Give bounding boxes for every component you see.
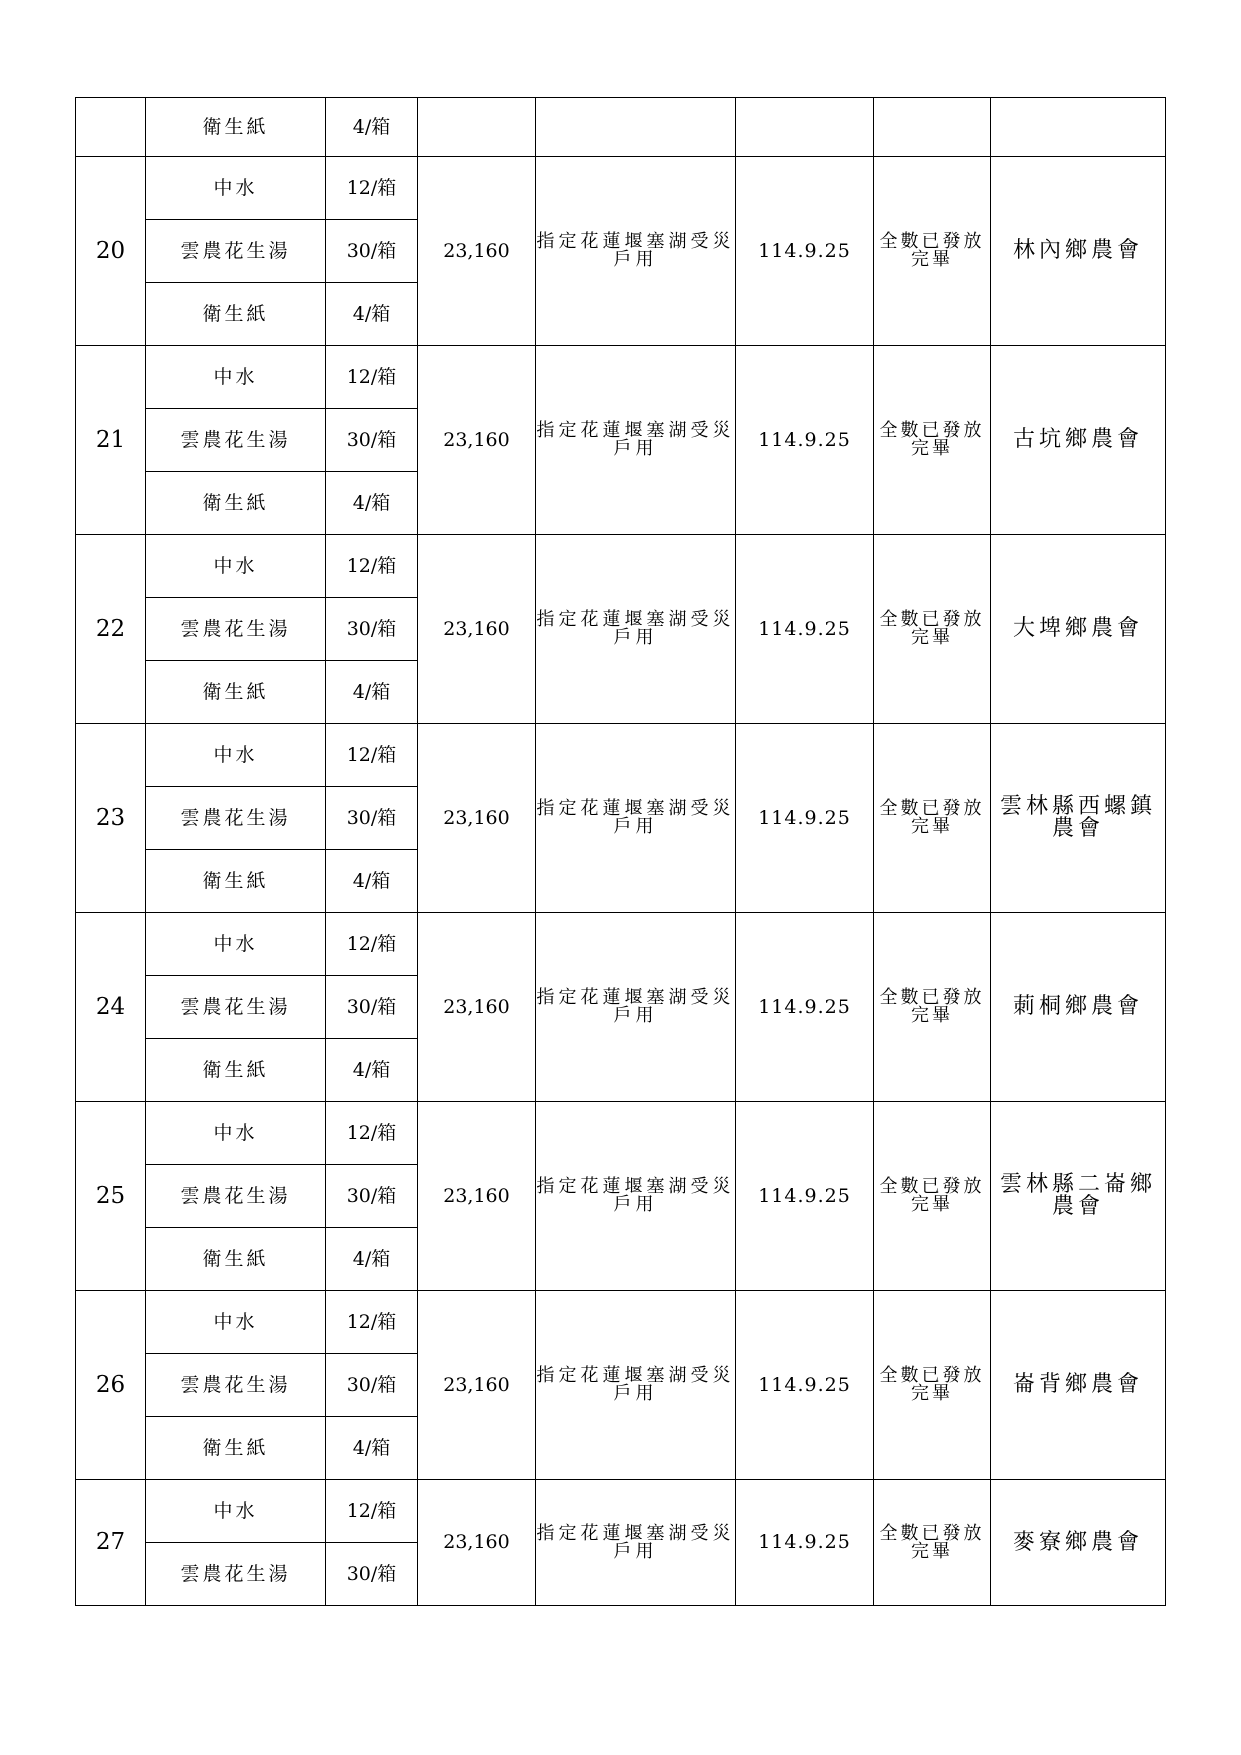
recipient-cell [991, 98, 1166, 157]
purpose-cell: 指定花蓮堰塞湖受災戶用 [536, 1480, 736, 1606]
row-number-cell: 21 [76, 346, 146, 535]
item-name-cell: 中水 [146, 1291, 326, 1354]
amount-cell: 23,160 [418, 913, 536, 1102]
date-cell [736, 98, 874, 157]
status-cell: 全數已發放完畢 [874, 535, 991, 724]
item-name-cell: 中水 [146, 346, 326, 409]
status-cell: 全數已發放完畢 [874, 1480, 991, 1606]
date-cell: 114.9.25 [736, 346, 874, 535]
recipient-cell: 林內鄉農會 [991, 157, 1166, 346]
table-body [76, 98, 1166, 1606]
date-cell: 114.9.25 [736, 535, 874, 724]
recipient-cell: 古坑鄉農會 [991, 346, 1166, 535]
row-number-cell: 25 [76, 1102, 146, 1291]
item-name-cell: 中水 [146, 724, 326, 787]
amount-cell: 23,160 [418, 1480, 536, 1606]
donation-table [75, 97, 1166, 1606]
row-number-cell: 26 [76, 1291, 146, 1480]
item-name-cell: 雲農花生湯 [146, 1543, 326, 1606]
item-name-cell: 衛生紙 [146, 1039, 326, 1102]
item-qty-cell: 4/箱 [326, 472, 418, 535]
purpose-cell: 指定花蓮堰塞湖受災戶用 [536, 913, 736, 1102]
row-number-cell: 23 [76, 724, 146, 913]
date-cell: 114.9.25 [736, 157, 874, 346]
item-name-cell: 衛生紙 [146, 1228, 326, 1291]
date-cell: 114.9.25 [736, 1291, 874, 1480]
item-name-cell: 雲農花生湯 [146, 1354, 326, 1417]
item-qty-cell: 30/箱 [326, 409, 418, 472]
item-qty-cell: 30/箱 [326, 1543, 418, 1606]
table-row [76, 1102, 1166, 1165]
amount-cell: 23,160 [418, 1102, 536, 1291]
status-cell: 全數已發放完畢 [874, 346, 991, 535]
item-qty-cell: 4/箱 [326, 1039, 418, 1102]
recipient-cell: 大埤鄉農會 [991, 535, 1166, 724]
item-name-cell: 雲農花生湯 [146, 1165, 326, 1228]
item-qty-cell: 30/箱 [326, 1354, 418, 1417]
item-name-cell: 雲農花生湯 [146, 220, 326, 283]
recipient-cell: 雲林縣二崙鄉農會 [991, 1102, 1166, 1291]
item-qty-cell: 12/箱 [326, 346, 418, 409]
table-row-continuation [76, 98, 1166, 157]
date-cell: 114.9.25 [736, 913, 874, 1102]
item-name-cell: 衛生紙 [146, 661, 326, 724]
item-qty-cell: 12/箱 [326, 1291, 418, 1354]
amount-cell: 23,160 [418, 724, 536, 913]
table-row [76, 535, 1166, 598]
amount-cell: 23,160 [418, 157, 536, 346]
purpose-cell: 指定花蓮堰塞湖受災戶用 [536, 157, 736, 346]
item-qty-cell: 30/箱 [326, 1165, 418, 1228]
status-cell: 全數已發放完畢 [874, 913, 991, 1102]
row-number-cell: 27 [76, 1480, 146, 1606]
purpose-cell: 指定花蓮堰塞湖受災戶用 [536, 346, 736, 535]
item-name-cell: 中水 [146, 157, 326, 220]
status-cell: 全數已發放完畢 [874, 1102, 991, 1291]
amount-cell: 23,160 [418, 1291, 536, 1480]
item-qty-cell: 4/箱 [326, 1228, 418, 1291]
table-row [76, 157, 1166, 220]
item-name-cell: 雲農花生湯 [146, 976, 326, 1039]
item-name-cell: 衛生紙 [146, 472, 326, 535]
item-name-cell: 雲農花生湯 [146, 598, 326, 661]
table-row [76, 724, 1166, 787]
item-qty-cell: 12/箱 [326, 535, 418, 598]
status-cell [874, 98, 991, 157]
item-name-cell: 中水 [146, 913, 326, 976]
purpose-cell [536, 98, 736, 157]
recipient-cell: 崙背鄉農會 [991, 1291, 1166, 1480]
row-number-cell: 22 [76, 535, 146, 724]
item-name-cell: 中水 [146, 535, 326, 598]
item-qty-cell: 4/箱 [326, 1417, 418, 1480]
item-qty-cell: 4/箱 [326, 850, 418, 913]
purpose-cell: 指定花蓮堰塞湖受災戶用 [536, 724, 736, 913]
table-row [76, 913, 1166, 976]
purpose-cell: 指定花蓮堰塞湖受災戶用 [536, 535, 736, 724]
item-name-cell: 中水 [146, 1102, 326, 1165]
item-qty-cell: 12/箱 [326, 1102, 418, 1165]
item-qty-cell: 12/箱 [326, 724, 418, 787]
row-number-cell [76, 98, 146, 157]
item-qty-cell: 30/箱 [326, 787, 418, 850]
purpose-cell: 指定花蓮堰塞湖受災戶用 [536, 1102, 736, 1291]
item-name-cell: 雲農花生湯 [146, 787, 326, 850]
amount-cell [418, 98, 536, 157]
recipient-cell: 雲林縣西螺鎮農會 [991, 724, 1166, 913]
item-qty-cell: 30/箱 [326, 220, 418, 283]
amount-cell: 23,160 [418, 346, 536, 535]
item-qty-cell: 12/箱 [326, 157, 418, 220]
item-qty-cell: 4/箱 [326, 283, 418, 346]
item-qty-cell: 30/箱 [326, 976, 418, 1039]
table-row [76, 1480, 1166, 1543]
status-cell: 全數已發放完畢 [874, 1291, 991, 1480]
item-name-cell: 衛生紙 [146, 283, 326, 346]
item-name-cell: 衛生紙 [146, 850, 326, 913]
table-row [76, 1291, 1166, 1354]
item-name-cell: 中水 [146, 1480, 326, 1543]
date-cell: 114.9.25 [736, 1480, 874, 1606]
item-qty-cell: 30/箱 [326, 598, 418, 661]
status-cell: 全數已發放完畢 [874, 724, 991, 913]
recipient-cell: 莿桐鄉農會 [991, 913, 1166, 1102]
item-qty-cell: 12/箱 [326, 1480, 418, 1543]
recipient-cell: 麥寮鄉農會 [991, 1480, 1166, 1606]
item-qty-cell: 4/箱 [326, 98, 418, 157]
table-row [76, 346, 1166, 409]
row-number-cell: 24 [76, 913, 146, 1102]
amount-cell: 23,160 [418, 535, 536, 724]
item-qty-cell: 12/箱 [326, 913, 418, 976]
item-qty-cell: 4/箱 [326, 661, 418, 724]
status-cell: 全數已發放完畢 [874, 157, 991, 346]
purpose-cell: 指定花蓮堰塞湖受災戶用 [536, 1291, 736, 1480]
item-name-cell: 衛生紙 [146, 98, 326, 157]
row-number-cell: 20 [76, 157, 146, 346]
date-cell: 114.9.25 [736, 1102, 874, 1291]
item-name-cell: 雲農花生湯 [146, 409, 326, 472]
date-cell: 114.9.25 [736, 724, 874, 913]
item-name-cell: 衛生紙 [146, 1417, 326, 1480]
